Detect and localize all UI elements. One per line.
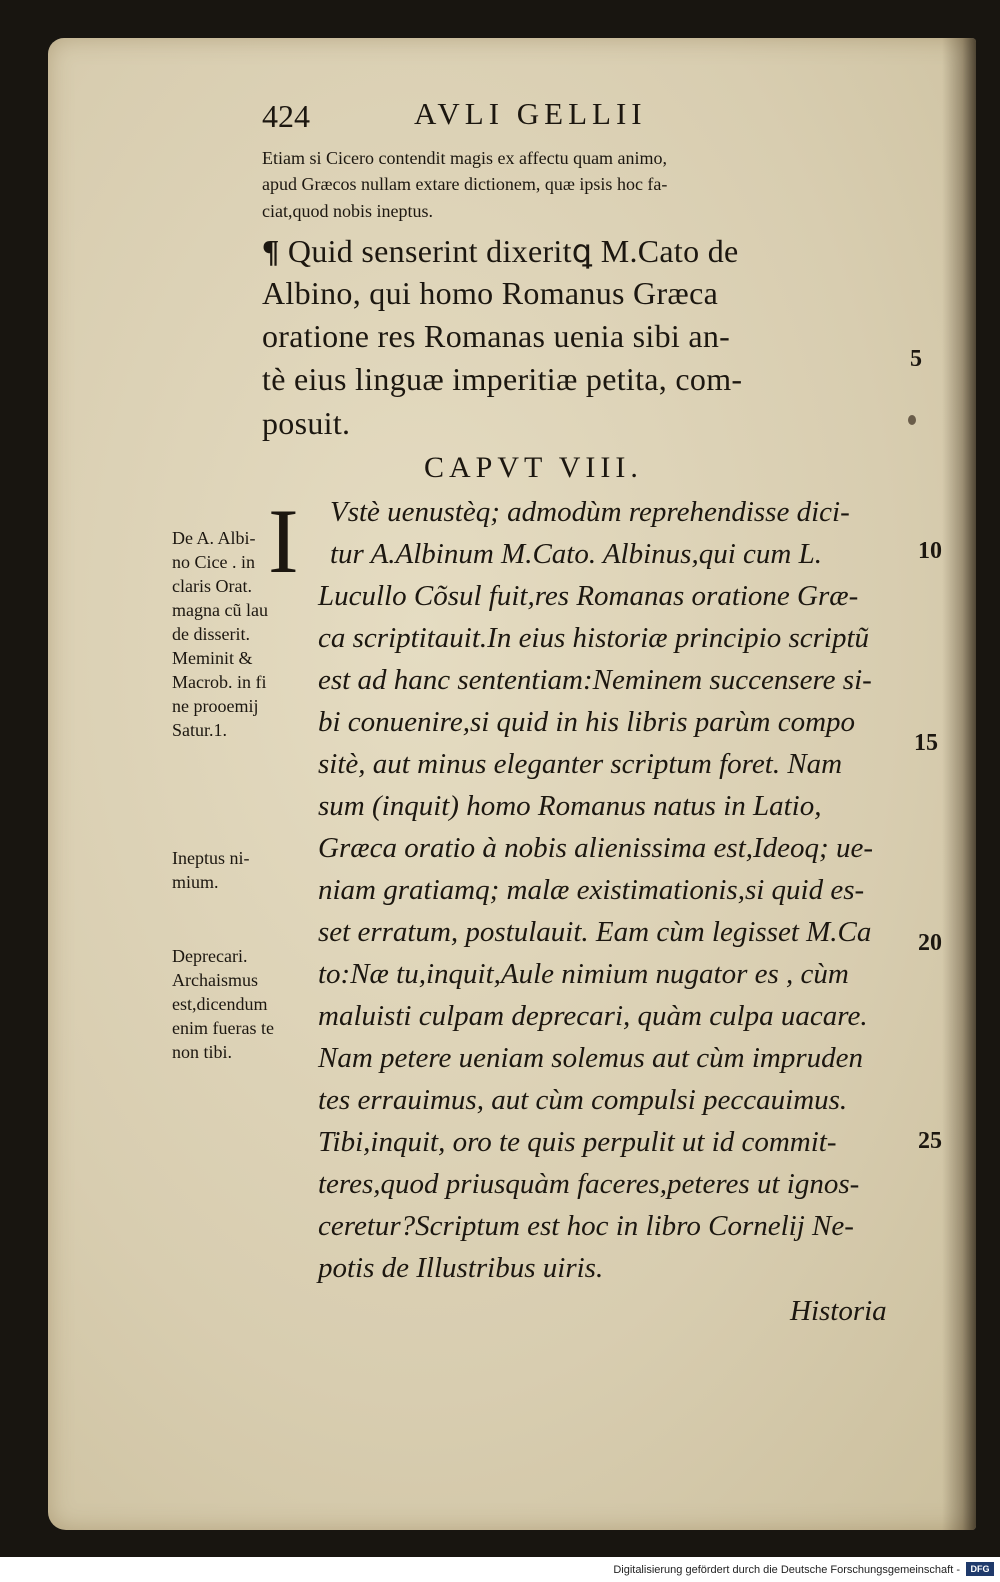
footer-credit: Digitalisierung gefördert durch die Deutsche Forschungsgemeinschaft -: [613, 1564, 960, 1576]
margin-note-line: ne prooemij: [172, 696, 259, 716]
line-number: 15: [914, 730, 938, 756]
body-line: est ad hanc sententiam:Neminem succensere si-: [318, 664, 872, 696]
line-number: 20: [918, 930, 942, 956]
body-line: Tibi,inquit, oro te quis perpulit ut id commit-: [318, 1126, 837, 1158]
chapter-heading-line: Albino, qui homo Romanus Græca: [262, 275, 719, 311]
intro-line: ciat,quod nobis ineptus.: [262, 201, 433, 221]
body-line: ceretur?Scriptum est hoc in libro Cornelij Ne-: [318, 1210, 854, 1242]
body-line: bi conuenire,si quid in his libris parùm compo: [318, 706, 856, 738]
body-line: Vstè uenustèq; admodùm reprehendisse dici-: [330, 496, 850, 528]
body-line: sum (inquit) homo Romanus natus in Latio,: [318, 790, 822, 822]
body-line: tur A.Albinum M.Cato. Albinus,qui cum L.: [330, 538, 822, 570]
page-edge-shadow: [942, 38, 976, 1530]
body-line: teres,quod priusquàm faceres,peteres ut ignos-: [318, 1168, 860, 1200]
body-line: niam gratiamq; malæ existimationis,si quid es-: [318, 874, 865, 906]
margin-note-line: de disserit.: [172, 624, 250, 644]
line-number: 25: [918, 1128, 942, 1154]
body-line: Nam petere ueniam solemus aut cùm impruden: [318, 1042, 864, 1074]
caput-title: CAPVT VIII.: [424, 451, 643, 484]
dfg-logo: DFG: [966, 1562, 994, 1576]
body-line: set erratum, postulauit. Eam cùm legisset M.Ca: [318, 916, 872, 948]
body-line: Græca oratio à nobis alienissima est,Ideoq; ue-: [318, 832, 873, 864]
chapter-heading-line: oratione res Romanas uenia sibi an-: [262, 318, 731, 354]
margin-note-line: no Cice . in: [172, 552, 255, 572]
margin-note-line: Satur.1.: [172, 720, 228, 740]
margin-note-line: est,dicendum: [172, 994, 268, 1014]
body-line: ca scriptitauit.In eius historiæ principio scriptũ: [318, 622, 869, 654]
chapter-heading-line: [262, 232, 739, 270]
intro-line: apud Græcos nullam extare dictionem, quæ ipsis hoc fa-: [262, 174, 668, 194]
body-line: to:Næ tu,inquit,Aule nimium nugator es , cùm: [318, 958, 849, 990]
body-line: tes errauimus, aut cùm compulsi peccauimus.: [318, 1084, 848, 1116]
margin-note-line: mium.: [172, 872, 219, 892]
footer-bar: [0, 1557, 1000, 1582]
running-head: AVLI GELLII: [414, 96, 647, 131]
margin-note-line: De A. Albi-: [172, 528, 256, 548]
margin-note-line: Ineptus ni-: [172, 848, 250, 868]
margin-note-line: Archaismus: [172, 970, 258, 990]
margin-note-line: non tibi.: [172, 1042, 233, 1062]
margin-note-line: claris Orat.: [172, 576, 252, 596]
chapter-heading-line: posuit.: [262, 405, 351, 441]
ink-speck: [908, 415, 916, 425]
drop-cap: I: [268, 490, 299, 592]
margin-note-line: Meminit &: [172, 648, 253, 668]
intro-line: Etiam si Cicero contendit magis ex affectu quam animo,: [262, 148, 668, 168]
page-number: 424: [262, 98, 310, 134]
chapter-heading-line: tè eius linguæ imperitiæ petita, com-: [262, 361, 743, 397]
body-line: sitè, aut minus eleganter scriptum foret. Nam: [318, 748, 843, 780]
margin-note-line: Macrob. in fi: [172, 672, 267, 692]
line-number: 10: [918, 538, 942, 564]
pilcrow: ¶: [262, 233, 280, 269]
margin-note-line: enim fueras te: [172, 1018, 274, 1038]
chapter-heading-text: Quid senserint dixeritꝗ M.Cato de: [287, 233, 739, 269]
margin-note-line: magna cũ lau: [172, 600, 268, 620]
body-line: potis de Illustribus uiris.: [318, 1252, 604, 1284]
line-number: 5: [910, 346, 922, 372]
catchword: Historia: [790, 1295, 887, 1327]
body-line: Lucullo Cõsul fuit,res Romanas oratione Græ-: [318, 580, 859, 612]
margin-note-line: Deprecari.: [172, 946, 248, 966]
body-line: maluisti culpam deprecari, quàm culpa uacare.: [318, 1000, 868, 1032]
